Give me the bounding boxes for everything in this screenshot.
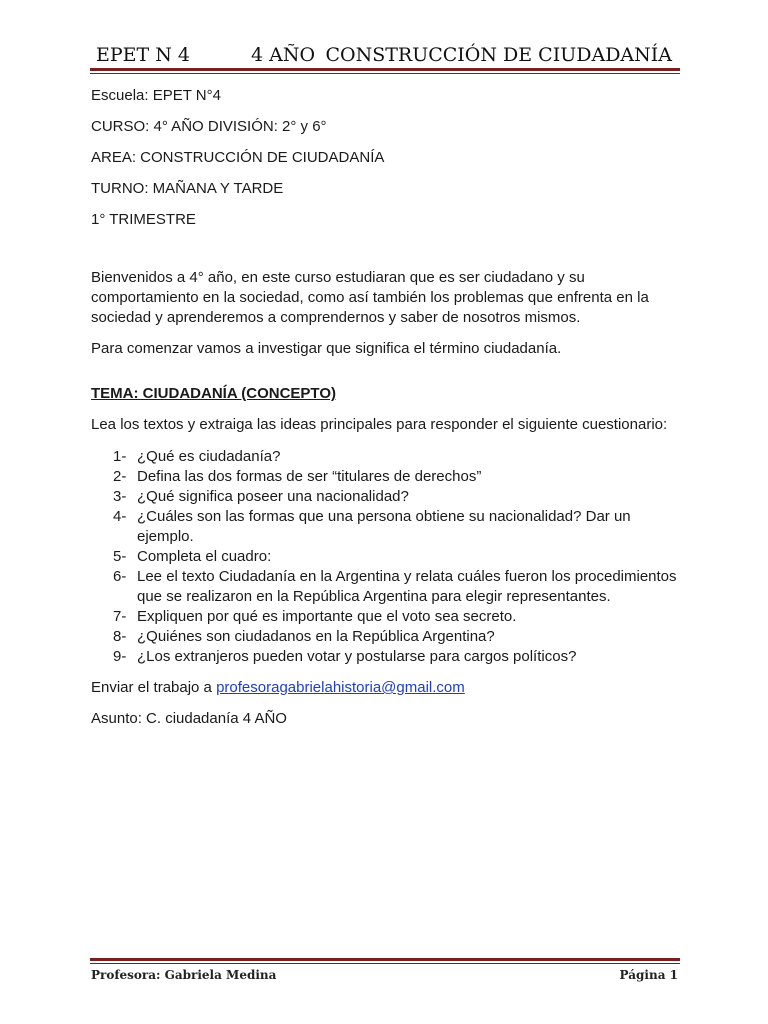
- list-item: [91, 567, 681, 607]
- intro-investigate: Para comenzar vamos a investigar que significa el término ciudadanía.: [91, 340, 562, 357]
- meta-curso: CURSO: 4° AÑO DIVISIÓN: 2° y 6°: [91, 118, 327, 135]
- list-item: [91, 487, 681, 507]
- question-number: 9-: [113, 648, 127, 665]
- question-text: ¿Qué es ciudadanía?: [137, 448, 281, 465]
- header-rule-thick: [90, 68, 680, 71]
- list-item: [91, 507, 681, 547]
- question-text: Completa el cuadro:: [137, 548, 272, 565]
- footer-rule-thick: [90, 958, 680, 961]
- question-number: 4-: [113, 508, 127, 525]
- questions-list: [91, 447, 681, 667]
- question-text: ¿Quiénes son ciudadanos en la República Argentina?: [137, 628, 495, 645]
- question-text: Defina las dos formas de ser “titulares de derechos”: [137, 468, 482, 485]
- list-item: [91, 647, 681, 667]
- tema-title: TEMA: CIUDADANÍA (CONCEPTO): [91, 385, 336, 402]
- question-text: ¿Los extranjeros pueden votar y postularse para cargos políticos?: [137, 648, 577, 665]
- question-number: 8-: [113, 628, 127, 645]
- list-item: [91, 607, 681, 627]
- header-subject: CONSTRUCCIÓN DE CIUDADANÍA: [325, 44, 672, 66]
- question-number: 7-: [113, 608, 127, 625]
- question-text: ¿Cuáles son las formas que una persona obtiene su nacionalidad? Dar un ejemplo.: [137, 508, 631, 545]
- question-text: Lee el texto Ciudadanía en la Argentina y relata cuáles fueron los procedimientos que se realizaron en la República Argentina para elegir representantes.: [137, 568, 677, 605]
- list-item: [91, 447, 681, 467]
- meta-turno: TURNO: MAÑANA Y TARDE: [91, 180, 284, 197]
- footer-teacher: Profesora: Gabriela Medina: [91, 968, 277, 982]
- header-rule-thin: [90, 73, 680, 74]
- tema-instructions: Lea los textos y extraiga las ideas principales para responder el siguiente cuestionario:: [91, 416, 668, 433]
- header-year: 4 AÑO: [251, 44, 316, 66]
- question-number: 5-: [113, 548, 127, 565]
- question-text: ¿Qué significa poseer una nacionalidad?: [137, 488, 409, 505]
- page-header: [96, 40, 680, 70]
- question-number: 3-: [113, 488, 127, 505]
- page-footer: [91, 966, 678, 986]
- meta-area: AREA: CONSTRUCCIÓN DE CIUDADANÍA: [91, 149, 385, 166]
- meta-trimestre: 1° TRIMESTRE: [91, 211, 196, 228]
- intro-paragraph: Bienvenidos a 4° año, en este curso estudiaran que es ser ciudadano y su comportamiento en la sociedad, como así también los problemas que enfrenta en la sociedad y aprenderemos a comprendernos y saber de nosotros mismos.: [91, 269, 649, 326]
- question-number: 1-: [113, 448, 127, 465]
- list-item: [91, 627, 681, 647]
- list-item: [91, 547, 681, 567]
- document-body: [91, 86, 681, 740]
- footer-page-number: Página 1: [619, 968, 678, 982]
- question-number: 2-: [113, 468, 127, 485]
- question-number: 6-: [113, 568, 127, 585]
- submission-subject: Asunto: C. ciudadanía 4 AÑO: [91, 710, 287, 727]
- submission-line: [91, 678, 681, 698]
- meta-escuela: Escuela: EPET N°4: [91, 87, 221, 104]
- header-school: EPET N 4: [96, 44, 190, 66]
- email-link[interactable]: profesoragabrielahistoria@gmail.com: [216, 679, 465, 696]
- question-text: Expliquen por qué es importante que el voto sea secreto.: [137, 608, 517, 625]
- footer-rule-thin: [90, 963, 680, 964]
- submission-prefix: Enviar el trabajo a: [91, 679, 217, 696]
- list-item: [91, 467, 681, 487]
